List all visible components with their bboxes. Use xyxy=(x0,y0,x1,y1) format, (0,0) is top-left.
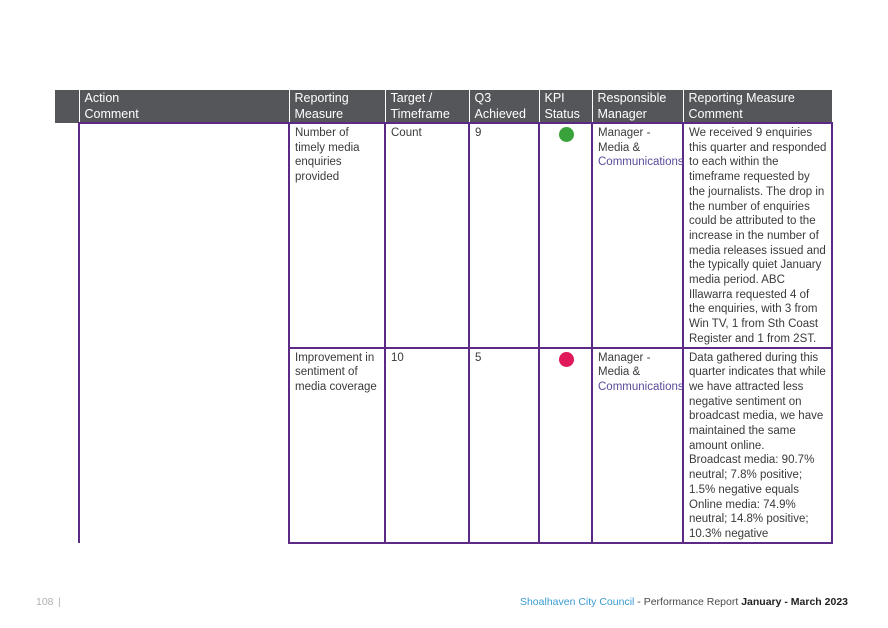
footer-period: January - March 2023 xyxy=(741,596,848,608)
header-text: Q3 xyxy=(474,91,492,105)
header-text: Reporting xyxy=(294,91,349,105)
header-text: Comment xyxy=(688,106,743,121)
header-q3-achieved xyxy=(469,90,539,123)
action-comment-cell xyxy=(79,123,289,543)
target-cell: 10 xyxy=(385,348,469,543)
footer-dash: - xyxy=(634,596,644,608)
row-spacer xyxy=(55,123,79,348)
header-text: Manager xyxy=(597,106,647,121)
footer-organisation: Shoalhaven City Council xyxy=(519,596,635,608)
responsible-manager-cell xyxy=(592,123,683,348)
header-reporting-measure xyxy=(289,90,385,123)
header-spacer xyxy=(55,90,79,123)
measure-comment-cell xyxy=(683,348,832,543)
manager-line: Manager - xyxy=(598,127,651,139)
achieved-cell: 9 xyxy=(469,123,539,348)
measure-comment-cell xyxy=(683,123,832,348)
header-text: Reporting Measure xyxy=(688,91,795,105)
manager-line: Manager - xyxy=(598,351,651,364)
target-cell: Count xyxy=(385,123,469,348)
page-number: 108 xyxy=(36,596,54,608)
kpi-status-cell xyxy=(539,348,592,543)
header-text: Responsible xyxy=(597,91,667,105)
header-measure-comment xyxy=(683,90,832,123)
status-on-track-icon xyxy=(559,127,574,142)
comment-paragraph: Broadcast media: 90.7% neutral; 7.8% positive; 1.5% negative equals xyxy=(689,454,815,496)
header-text: Comment xyxy=(84,106,139,121)
row-spacer xyxy=(55,348,79,543)
manager-line: Media & xyxy=(598,366,641,379)
header-text: KPI xyxy=(544,91,565,105)
footer-document: Performance Report xyxy=(643,596,742,608)
header-action-comment xyxy=(79,90,289,123)
header-text: Achieved xyxy=(474,106,526,121)
responsible-manager-cell xyxy=(592,348,683,543)
achieved-cell: 5 xyxy=(469,348,539,543)
manager-line: Media & xyxy=(598,141,641,154)
header-text: Target / xyxy=(390,91,433,105)
manager-line: Communications xyxy=(598,156,684,169)
footer-title xyxy=(520,596,848,608)
header-text: Timeframe xyxy=(390,106,450,121)
page-footer xyxy=(0,596,888,610)
manager-line: Communications xyxy=(598,380,684,393)
comment-paragraph: We received 9 enquiries this quarter and responded to each within the timeframe requested by the journalists. The drop in the number of enquiries could be attributed to the increase in the number of media releases issued and the typically quiet January media period. ABC Illawarra requested 4 of the enquiries, with 3 from Win TV, 1 from Sth Coast Register and 1 from 2ST. xyxy=(689,127,827,345)
header-text: Status xyxy=(544,106,580,121)
header-kpi-status xyxy=(539,90,592,123)
comment-paragraph: Data gathered during this quarter indicates that while we have attracted less negative sentiment on broadcast media, we have maintained the same amount online. xyxy=(689,351,826,452)
header-responsible-manager xyxy=(592,90,683,123)
kpi-status-cell xyxy=(539,123,592,348)
header-target-timeframe xyxy=(385,90,469,123)
reporting-measure-cell: Improvement in sentiment of media coverage xyxy=(289,348,385,543)
header-text: Measure xyxy=(294,106,344,121)
table-row xyxy=(55,123,832,348)
table-header-row xyxy=(55,90,832,123)
reporting-measure-cell: Number of timely media enquiries provided xyxy=(289,123,385,348)
performance-table xyxy=(55,90,833,544)
header-text: Action xyxy=(84,91,120,105)
status-off-track-icon xyxy=(559,352,574,367)
footer-separator: | xyxy=(58,596,61,608)
comment-paragraph: Online media: 74.9% neutral; 14.8% positive; 10.3% negative xyxy=(689,498,809,540)
